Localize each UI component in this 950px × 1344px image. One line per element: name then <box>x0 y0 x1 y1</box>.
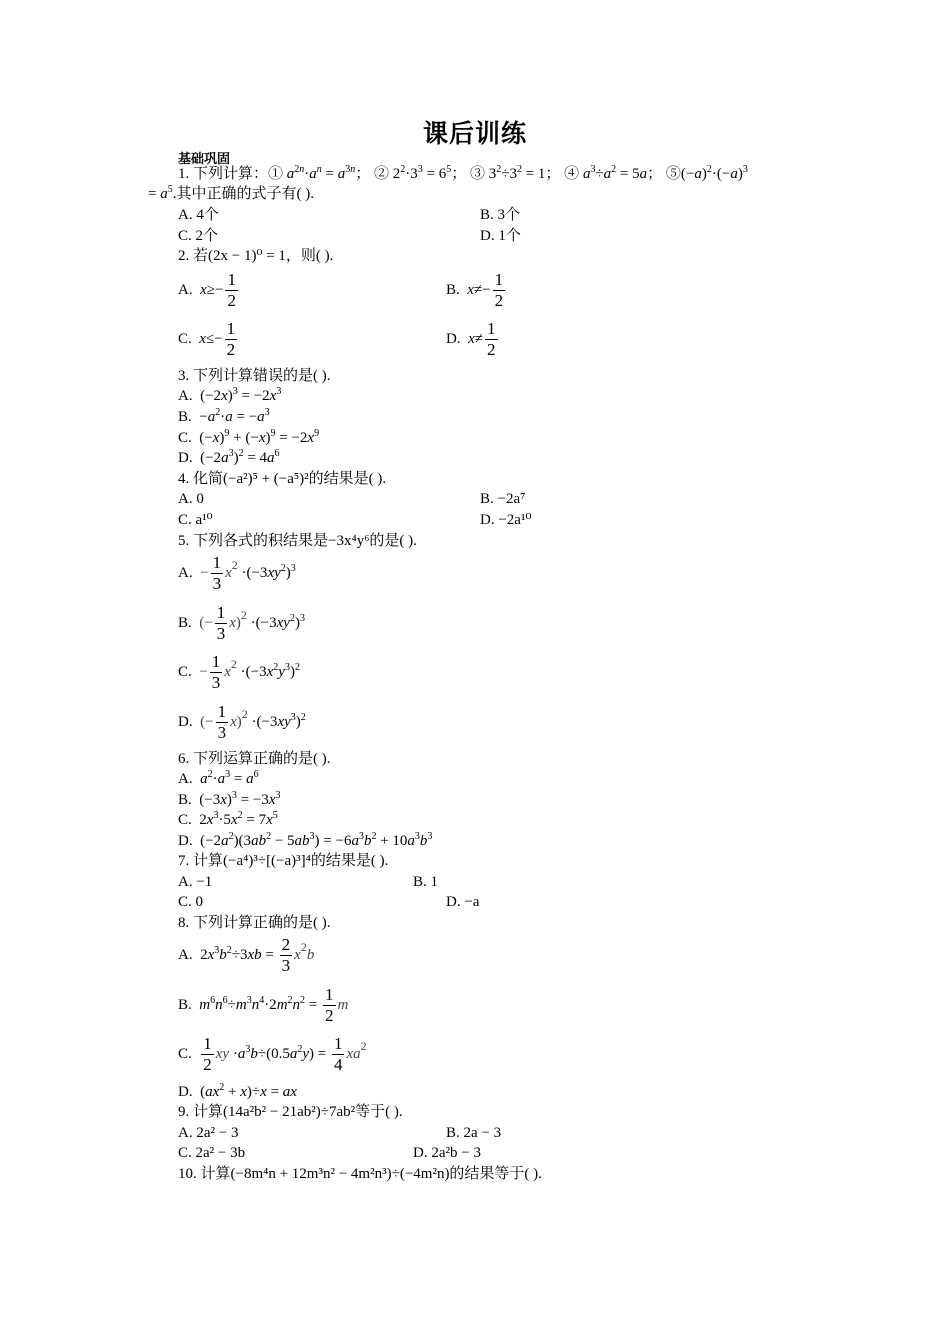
question-1-cont: = $a^5$.其中正确的式子有( ). <box>148 184 314 202</box>
q2-option-c: C. x≤− $\frac{1}{2}$ <box>178 319 236 359</box>
q2-option-d: D. x≠ $\frac{1}{2}$ <box>446 319 496 359</box>
q4-option-c: C. a¹⁰ <box>178 512 213 528</box>
question-4: 4. 化简(−a²)⁵ + (−a⁵)²的结果是( ). <box>178 471 387 487</box>
q7-option-b: B. 1 <box>413 874 439 890</box>
q1-option-a: A. 4个 <box>178 207 219 223</box>
q3-option-b: B. $-a^2\cdot a = -a^3$ <box>178 407 270 425</box>
q1-option-c: C. 2个 <box>178 228 219 244</box>
q3-option-a: A. $(-2x)^3 = -2x^3$ <box>178 386 282 404</box>
q3-option-d: D. $(-2a^3)^2 = 4a^6$ <box>178 448 280 466</box>
q6-option-b: B. $(-3x)^3 = -3x^3$ <box>178 790 281 808</box>
q9-option-c: C. 2a² − 3b <box>178 1145 246 1161</box>
q8-option-a: A. $2x^3b^2\div 3xb$ = $\frac{2}{3}$ $x^2b$ <box>178 935 315 975</box>
q5-option-c: C. − $\frac{1}{3}$ $x^2 \cdot(-3x^2y^3)^2$ <box>178 652 300 692</box>
q2-option-a: A. x≥− $\frac{1}{2}$ <box>178 270 236 310</box>
q5-option-b: B. (− $\frac{1}{3}$ $x)^2 \cdot(-3xy^2)^3$ <box>178 603 305 643</box>
question-6: 6. 下列运算正确的是( ). <box>178 751 331 767</box>
q7-option-c: C. 0 <box>178 894 204 910</box>
q8-option-c: C. $\frac{1}{2}$ xy $\cdot a^3b\div(0.5a^2y)$ = $\frac{1}{4}$ $xa^2$ <box>178 1034 367 1074</box>
q4-option-b: B. −2a⁷ <box>480 491 526 507</box>
question-9: 9. 计算(14a²b² − 21ab²)÷7ab²等于( ). <box>178 1104 403 1120</box>
q9-option-d: D. 2a²b − 3 <box>413 1145 481 1161</box>
question-2: 2. 若(2x − 1)⁰ = 1，则( ). <box>178 248 334 264</box>
question-10: 10. 计算(−8m⁴n + 12m³n² − 4m²n³)÷(−4m²n)的结果等于( ). <box>178 1166 542 1182</box>
q7-option-d: D. −a <box>446 894 480 910</box>
question-1: 1. 下列计算：① $a^{2n}\cdot a^n = a^{3n}$； ② $2^2\cdot 3^3 = 6^5$； ③ $3^2\div 3^2 = 1$； ④ $a^3\div a^2 = 5a$； $⑤(-a)^2\cdot(-a)^3$ <box>178 164 748 182</box>
question-7: 7. 计算(−a⁴)³÷[(−a)³]⁴的结果是( ). <box>178 853 389 869</box>
q6-option-d: D. $(-2a^2)(3ab^2 - 5ab^3) = -6a^3b^2 + 10a^3b^3$ <box>178 831 433 849</box>
q8-option-b: B. $m^6n^6\div m^3n^4\cdot 2m^2n^2$ = $\frac{1}{2}$ m <box>178 985 349 1025</box>
question-8: 8. 下列计算正确的是( ). <box>178 915 331 931</box>
q7-option-a: A. −1 <box>178 874 213 890</box>
q9-option-b: B. 2a − 3 <box>446 1125 502 1141</box>
page-title: 课后训练 <box>422 119 527 148</box>
q8-option-d: D. $(ax^2 + x)\div x$ = ax <box>178 1082 297 1100</box>
question-5: 5. 下列各式的积结果是−3x⁴y⁶的是( ). <box>178 533 417 549</box>
q4-option-d: D. −2a¹⁰ <box>480 512 532 528</box>
q1-option-b: B. 3个 <box>480 207 521 223</box>
q2-option-b: B. x≠− $\frac{1}{2}$ <box>446 270 504 310</box>
q6-option-c: C. $2x^3\cdot 5x^2 = 7x^5$ <box>178 810 278 828</box>
q1-option-d: D. 1个 <box>480 228 521 244</box>
section-heading: 基础巩固 <box>178 152 231 167</box>
q5-option-d: D. (− $\frac{1}{3}$ $x)^2 \cdot(-3xy^3)^2$ <box>178 702 306 742</box>
q4-option-a: A. 0 <box>178 491 204 507</box>
q6-option-a: A. $a^2\cdot a^3 = a^6$ <box>178 769 259 787</box>
q9-option-a: A. 2a² − 3 <box>178 1125 239 1141</box>
q5-option-a: A. − $\frac{1}{3}$ $x^2 \cdot(-3xy^2)^3$ <box>178 553 296 593</box>
q3-option-c: C. $(-x)^9 + (-x)^9 = -2x^9$ <box>178 428 320 446</box>
question-3: 3. 下列计算错误的是( ). <box>178 368 331 384</box>
